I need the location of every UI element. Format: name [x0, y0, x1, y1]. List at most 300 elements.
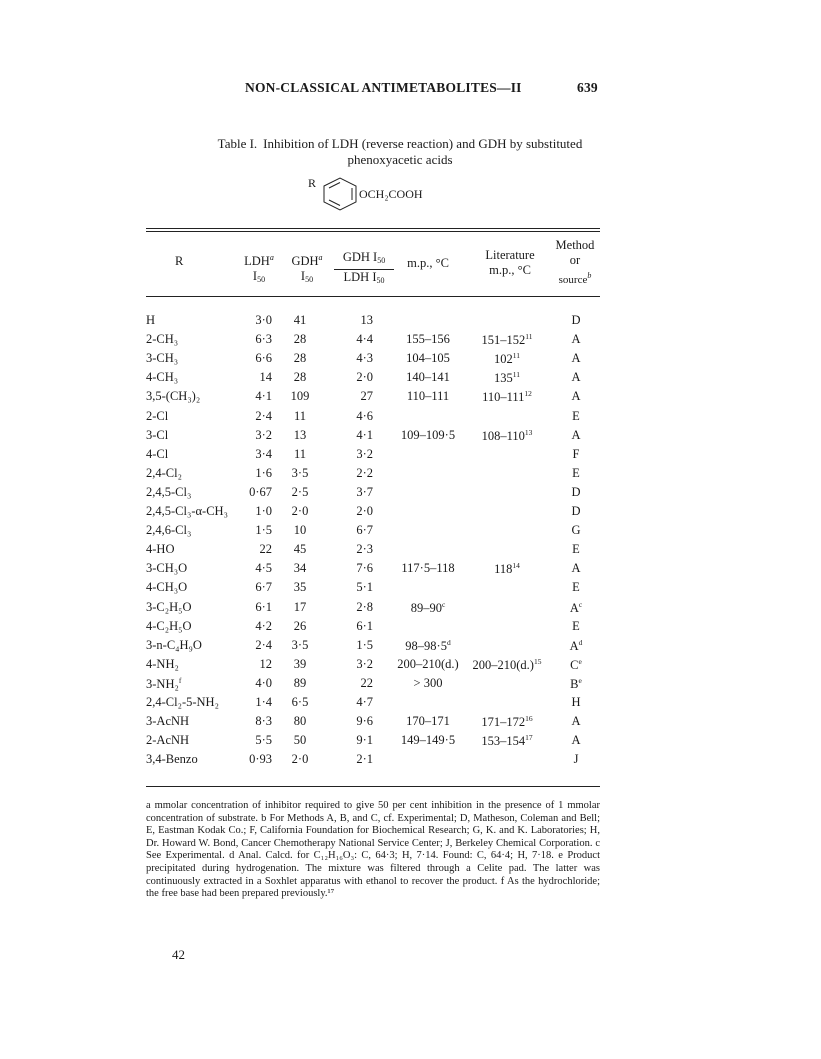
- cell-literature-mp: [462, 561, 552, 577]
- header-gdh-top: GDH: [291, 254, 319, 268]
- cell-substituent-text: 2,4,6-Cl₃: [146, 523, 192, 538]
- structure-substituent-label: R: [308, 176, 317, 190]
- folio-number: 42: [172, 947, 185, 962]
- cell-substituent: [146, 332, 178, 347]
- cell-ldh-i50-text: 0·67: [249, 484, 272, 499]
- cell-ldh-i50: [240, 351, 272, 366]
- header-ratio-denominator: LDH I: [343, 270, 377, 284]
- cell-ratio-text: 6·7: [356, 523, 373, 538]
- table-row: [0, 332, 821, 351]
- cell-mp: [392, 714, 464, 729]
- cell-ldh-i50-text: 22: [259, 542, 272, 557]
- cell-ratio-text: 5·1: [356, 580, 373, 595]
- cell-ldh-i50: [240, 752, 272, 767]
- cell-method-source: [558, 714, 594, 729]
- cell-literature-mp: [462, 714, 552, 730]
- cell-ldh-i50-text: 4·1: [255, 389, 272, 404]
- cell-ldh-i50-text: 14: [259, 370, 272, 385]
- cell-mp-text: 98–98·5: [405, 638, 447, 653]
- cell-gdh-i50-text: 10: [293, 523, 307, 538]
- cell-substituent: [146, 389, 200, 404]
- cell-gdh-i50: [282, 523, 318, 538]
- cell-literature-mp: [462, 428, 552, 444]
- cell-substituent: [146, 619, 192, 634]
- table-top-rule: [146, 228, 600, 229]
- cell-ldh-i50-text: 1·6: [255, 465, 272, 480]
- cell-mp-text: > 300: [413, 675, 443, 690]
- cell-gdh-i50: [282, 714, 318, 729]
- cell-ldh-i50-text: 1·4: [255, 695, 272, 709]
- structure-side-chain-label: OCH₂COOH: [359, 187, 423, 201]
- cell-literature-mp: [462, 657, 552, 673]
- cell-ratio-text: 2·2: [356, 465, 373, 480]
- table-row: [0, 466, 821, 485]
- cell-mp: [392, 638, 464, 654]
- cell-substituent: [146, 752, 198, 767]
- cell-substituent-text: 4-CH₃O: [146, 580, 188, 595]
- cell-substituent-text: 3,5-(CH₃)₂: [146, 389, 201, 404]
- cell-gdh-i50: [282, 600, 318, 615]
- cell-ratio: [333, 313, 373, 328]
- cell-ldh-i50: [240, 619, 272, 634]
- cell-method-source: [558, 600, 594, 616]
- cell-method-source-text: F: [572, 446, 580, 461]
- footnote-mark: f: [178, 675, 182, 685]
- cell-method-source-text: A: [571, 714, 581, 729]
- cell-ldh-i50: [240, 542, 272, 557]
- cell-substituent-text: 3-C₂H₅O: [146, 599, 192, 614]
- cell-mp: [392, 428, 464, 443]
- table-row: [0, 523, 821, 542]
- cell-method-source-text: A: [571, 561, 581, 576]
- cell-method-source-text: A: [569, 600, 579, 615]
- cell-mp-text: 140–141: [406, 370, 450, 385]
- cell-gdh-i50: [282, 695, 318, 710]
- cell-mp: [392, 733, 464, 748]
- cell-literature-mp-text: 153–154: [481, 734, 526, 749]
- header-method: [548, 238, 602, 288]
- cell-ldh-i50-text: 5·5: [255, 733, 272, 748]
- cell-literature-mp: [462, 332, 552, 348]
- cell-gdh-i50: [282, 447, 318, 462]
- cell-substituent: [146, 733, 189, 748]
- cell-ldh-i50-text: 1·5: [255, 523, 272, 538]
- cell-method-source: [558, 389, 594, 404]
- cell-ratio-text: 4·6: [356, 408, 373, 423]
- table-row: [0, 714, 821, 733]
- cell-gdh-i50: [282, 657, 318, 672]
- cell-method-source: [558, 695, 594, 710]
- table-row: [0, 580, 821, 599]
- cell-literature-mp: [462, 389, 552, 405]
- cell-method-source-text: G: [571, 523, 581, 538]
- cell-ratio-text: 3·7: [356, 484, 373, 499]
- footnote-mark: 16: [525, 714, 533, 724]
- cell-ldh-i50-text: 6·6: [255, 351, 272, 366]
- cell-ldh-i50: [240, 600, 272, 615]
- cell-ldh-i50: [240, 313, 272, 328]
- footnote-mark: d: [446, 637, 451, 647]
- cell-gdh-i50: [282, 332, 318, 347]
- cell-mp: [392, 657, 464, 672]
- cell-mp-text: 110–111: [406, 389, 450, 404]
- table-row: [0, 313, 821, 332]
- cell-ldh-i50: [240, 504, 272, 519]
- cell-method-source: [558, 561, 594, 576]
- cell-method-source-text: E: [572, 580, 580, 595]
- cell-ratio: [333, 447, 373, 462]
- cell-method-source-text: A: [571, 351, 581, 366]
- cell-method-source-text: J: [573, 752, 579, 767]
- cell-ratio: [333, 600, 373, 615]
- cell-ratio-text: 2·3: [356, 542, 373, 557]
- cell-gdh-i50-text: 6·5: [291, 695, 309, 709]
- footnote-mark: 14: [512, 561, 520, 571]
- cell-substituent-text: 4-HO: [146, 542, 175, 557]
- cell-method-source: [558, 351, 594, 366]
- cell-substituent-text: 4-NH₂: [146, 656, 179, 671]
- cell-substituent-text: 3-n-C₄H₉O: [146, 637, 202, 652]
- cell-gdh-i50-text: 34: [293, 561, 307, 576]
- cell-mp-text: 89–90: [410, 600, 442, 615]
- cell-gdh-i50-text: 2·0: [291, 504, 309, 518]
- footnote-b: b For Methods A, B, and C, cf. Experimental; D, Matheson, Coleman and Bell; E, Eastman Kodak Co.; F, California Foundation for Biochemical Research; G, K. and K. Laboratories; H, Dr. Howard W. Bond, Cancer Chemotherapy National Service Center; J, Berkeley Chemical Corporation.: [146, 812, 601, 849]
- table-bottom-rule: [146, 786, 600, 787]
- cell-gdh-i50: [282, 485, 318, 500]
- cell-gdh-i50: [282, 428, 318, 443]
- cell-method-source-text: H: [571, 695, 581, 709]
- cell-ldh-i50-text: 2·4: [255, 408, 272, 423]
- header-gdh: [285, 250, 329, 287]
- footnote-mark: 11: [512, 370, 520, 380]
- table-row: [0, 600, 821, 619]
- cell-method-source-text: C: [570, 657, 579, 672]
- table-header-rule: [146, 296, 600, 297]
- cell-method-source: [558, 523, 594, 538]
- phenoxyacetic-acid-structure: [300, 172, 500, 218]
- cell-mp-text: 117·5–118: [401, 561, 455, 576]
- cell-substituent: [146, 447, 168, 462]
- table-row: [0, 428, 821, 447]
- cell-gdh-i50-text: 2·0: [291, 752, 309, 767]
- cell-mp-text: 170–171: [406, 714, 450, 729]
- table-footnotes: [146, 800, 600, 901]
- footnote-mark: 15: [533, 656, 542, 666]
- table-caption: [150, 136, 650, 168]
- cell-substituent: [146, 428, 168, 443]
- cell-substituent: [146, 561, 187, 576]
- cell-ldh-i50-text: 6·3: [255, 332, 272, 347]
- cell-method-source-text: A: [571, 332, 581, 347]
- cell-ratio-text: 2·0: [356, 370, 373, 385]
- cell-ratio-text: 4·7: [356, 695, 373, 709]
- header-method-line3: source: [558, 274, 588, 286]
- running-head-title: NON-CLASSICAL ANTIMETABOLITES—II: [245, 80, 522, 95]
- cell-gdh-i50: [282, 619, 318, 634]
- cell-gdh-i50: [282, 389, 318, 404]
- cell-method-source-text: D: [571, 313, 581, 327]
- table-row: [0, 485, 821, 504]
- cell-ldh-i50-text: 3·0: [255, 313, 272, 327]
- cell-gdh-i50-text: 39: [293, 656, 307, 671]
- cell-substituent: [146, 351, 178, 366]
- cell-ratio-text: 2·0: [356, 504, 373, 518]
- cell-ratio-text: 7·6: [356, 561, 373, 576]
- cell-method-source: [558, 466, 594, 481]
- cell-ratio: [333, 580, 373, 595]
- footnote-mark: c: [441, 599, 446, 609]
- cell-method-source-text: D: [571, 484, 581, 499]
- table-row: [0, 351, 821, 370]
- cell-method-source: [558, 504, 594, 519]
- cell-gdh-i50-text: 35: [293, 580, 307, 595]
- subscript: 50: [305, 275, 314, 284]
- footnote-mark: 13: [524, 427, 533, 437]
- cell-literature-mp-text: 200–210(d.): [472, 657, 534, 672]
- cell-method-source: [558, 619, 594, 634]
- cell-mp: [392, 561, 464, 576]
- cell-substituent: [146, 313, 155, 328]
- footnote-mark: 12: [524, 389, 532, 399]
- caption-line-2: phenoxyacetic acids: [347, 152, 453, 167]
- cell-substituent-text: 4-CH₃: [146, 370, 179, 385]
- cell-method-source-text: A: [571, 427, 581, 442]
- cell-method-source: [558, 638, 594, 654]
- cell-literature-mp-text: 135: [494, 371, 513, 386]
- footnote-mark: a: [318, 253, 323, 262]
- table-row: [0, 561, 821, 580]
- cell-method-source: [558, 313, 594, 328]
- cell-ratio: [333, 714, 373, 729]
- cell-ratio: [333, 523, 373, 538]
- cell-ldh-i50: [240, 370, 272, 385]
- header-ldh-top: LDH: [244, 254, 270, 268]
- header-mp: m.p., °C: [407, 256, 449, 270]
- cell-mp: [392, 600, 464, 616]
- header-r: R: [175, 254, 184, 268]
- table-row: [0, 619, 821, 638]
- cell-ratio-text: 27: [360, 389, 373, 404]
- cell-method-source-text: E: [572, 542, 580, 557]
- cell-gdh-i50: [282, 313, 318, 328]
- cell-ldh-i50: [240, 657, 272, 672]
- footnote-mark: b: [587, 271, 592, 280]
- cell-substituent-text: 3-CH₃: [146, 351, 179, 366]
- cell-gdh-i50-text: 3·5: [291, 637, 309, 652]
- cell-ldh-i50-text: 1·0: [255, 504, 272, 518]
- cell-ratio: [333, 351, 373, 366]
- cell-ratio: [333, 695, 373, 710]
- cell-substituent: [146, 695, 219, 710]
- cell-ratio-text: 3·2: [356, 656, 373, 671]
- cell-ratio-text: 4·1: [356, 427, 373, 442]
- cell-substituent-text: 3-NH₂: [146, 676, 179, 691]
- cell-gdh-i50: [282, 542, 318, 557]
- cell-method-source: [558, 409, 594, 424]
- cell-ratio: [333, 542, 373, 557]
- cell-mp-text: 155–156: [406, 332, 450, 347]
- cell-ldh-i50-text: 3·4: [255, 446, 272, 461]
- cell-gdh-i50: [282, 638, 318, 653]
- cell-method-source: [558, 485, 594, 500]
- cell-substituent: [146, 504, 228, 519]
- cell-method-source-text: E: [572, 618, 580, 633]
- cell-method-source: [558, 657, 594, 673]
- cell-gdh-i50: [282, 561, 318, 576]
- cell-ldh-i50: [240, 676, 272, 691]
- cell-ratio: [333, 657, 373, 672]
- cell-ldh-i50-text: 3·2: [255, 427, 272, 442]
- cell-ratio-text: 4·4: [356, 332, 373, 347]
- cell-method-source-text: A: [571, 389, 581, 404]
- cell-gdh-i50: [282, 351, 318, 366]
- subscript: 50: [376, 276, 385, 285]
- footnote-c: c See Experimental.: [146, 837, 601, 862]
- cell-literature-mp-text: 110–111: [482, 390, 525, 405]
- cell-gdh-i50: [282, 676, 318, 691]
- cell-gdh-i50: [282, 466, 318, 481]
- header-literature-line2: m.p., °C: [489, 263, 531, 277]
- cell-ldh-i50: [240, 409, 272, 424]
- cell-gdh-i50-text: 11: [293, 408, 307, 423]
- cell-method-source-text: D: [571, 504, 581, 518]
- cell-gdh-i50-text: 2·5: [291, 484, 309, 499]
- cell-mp-text: 109–109·5: [400, 427, 456, 442]
- cell-ldh-i50-text: 4·2: [255, 618, 272, 633]
- cell-mp: [392, 676, 464, 691]
- cell-gdh-i50-text: 80: [293, 714, 307, 729]
- cell-ratio: [333, 409, 373, 424]
- cell-ldh-i50-text: 4·0: [255, 675, 272, 690]
- cell-ldh-i50-text: 8·3: [255, 714, 272, 729]
- cell-method-source: [558, 332, 594, 347]
- cell-substituent-text: 2,4-Cl₂-5-NH₂: [146, 695, 219, 709]
- cell-substituent-text: 2,4,5-Cl₃: [146, 484, 192, 499]
- cell-literature-mp-text: 108–110: [481, 428, 525, 443]
- cell-method-source-text: A: [569, 638, 579, 653]
- cell-mp: [392, 351, 464, 366]
- header-ratio: [334, 250, 394, 288]
- cell-substituent-text: 2,4-Cl₂: [146, 465, 182, 480]
- cell-ratio: [333, 370, 373, 385]
- cell-mp: [392, 332, 464, 347]
- footnote-mark: 11: [525, 332, 533, 342]
- cell-ldh-i50: [240, 332, 272, 347]
- subscript: 50: [377, 256, 386, 265]
- cell-ratio-text: 3·2: [356, 446, 373, 461]
- caption-line-1: Inhibition of LDH (reverse reaction) and GDH by substituted: [263, 136, 583, 151]
- cell-ldh-i50: [240, 485, 272, 500]
- table-row: [0, 752, 821, 771]
- cell-method-source-text: E: [572, 465, 580, 480]
- table-row: [0, 542, 821, 561]
- footnote-mark: e: [578, 675, 582, 685]
- table-row: [0, 389, 821, 408]
- footnote-a: a mmolar concentration of inhibitor required to give 50 per cent inhibition in the presence of 1 mmolar concentration of substrate.: [146, 800, 600, 824]
- cell-substituent: [146, 676, 181, 692]
- cell-mp-text: 200–210(d.): [397, 656, 459, 671]
- table-row: [0, 676, 821, 695]
- cell-ratio-text: 9·1: [356, 733, 373, 748]
- cell-ldh-i50: [240, 523, 272, 538]
- cell-substituent: [146, 638, 202, 653]
- footnote-mark: d: [578, 637, 583, 647]
- cell-gdh-i50-text: 28: [293, 351, 307, 366]
- cell-mp-text: 149–149·5: [400, 733, 456, 748]
- cell-gdh-i50-text: 13: [293, 427, 307, 442]
- cell-gdh-i50-text: 3·5: [291, 465, 309, 480]
- cell-substituent-text: 2-AcNH: [146, 733, 190, 748]
- cell-ratio: [333, 466, 373, 481]
- cell-ratio-text: 22: [360, 675, 373, 690]
- cell-ratio: [333, 752, 373, 767]
- cell-substituent-text: 4-Cl: [146, 446, 169, 461]
- cell-method-source-text: A: [571, 733, 581, 748]
- cell-ratio: [333, 428, 373, 443]
- cell-ratio: [333, 676, 373, 691]
- header-ratio-numerator: GDH I: [342, 250, 378, 264]
- cell-gdh-i50-text: 28: [293, 370, 307, 385]
- ring-inner-bond: [329, 183, 340, 189]
- cell-literature-mp: [462, 351, 552, 367]
- cell-ldh-i50-text: 6·7: [255, 580, 272, 595]
- table-row: [0, 409, 821, 428]
- cell-mp-text: 104–105: [406, 351, 450, 366]
- cell-ldh-i50: [240, 580, 272, 595]
- cell-ldh-i50: [240, 733, 272, 748]
- table-row: [0, 504, 821, 523]
- cell-substituent: [146, 466, 182, 481]
- cell-ldh-i50: [240, 466, 272, 481]
- cell-substituent-text: 4-C₂H₅O: [146, 618, 192, 633]
- footnote-mark: e: [578, 656, 582, 666]
- cell-method-source-text: A: [571, 370, 581, 385]
- header-gdh-bottom: I: [300, 269, 306, 283]
- cell-ldh-i50: [240, 638, 272, 653]
- cell-substituent: [146, 542, 174, 557]
- cell-ldh-i50: [240, 389, 272, 404]
- header-method-line2: or: [569, 253, 581, 267]
- cell-gdh-i50-text: 17: [293, 599, 307, 614]
- cell-gdh-i50-text: 28: [293, 332, 307, 347]
- subscript: 50: [257, 275, 266, 284]
- cell-gdh-i50-text: 109: [290, 389, 310, 404]
- footnote-mark: a: [269, 253, 274, 262]
- cell-ldh-i50-text: 6·1: [255, 599, 272, 614]
- cell-ratio: [333, 619, 373, 634]
- cell-gdh-i50-text: 41: [293, 313, 307, 327]
- cell-literature-mp-text: 171–172: [481, 715, 526, 730]
- cell-mp: [392, 389, 464, 404]
- cell-gdh-i50-text: 26: [293, 618, 307, 633]
- cell-substituent: [146, 485, 191, 500]
- running-head-page-number: 639: [577, 80, 598, 95]
- cell-method-source: [558, 447, 594, 462]
- table-label: Table I.: [217, 136, 258, 151]
- footnote-mark: 11: [512, 351, 520, 361]
- cell-literature-mp-text: 102: [494, 352, 513, 367]
- cell-gdh-i50: [282, 752, 318, 767]
- cell-ldh-i50: [240, 695, 272, 710]
- cell-ratio: [333, 638, 373, 653]
- cell-ldh-i50: [240, 561, 272, 576]
- cell-ratio: [333, 389, 373, 404]
- cell-method-source-text: E: [572, 408, 580, 423]
- cell-substituent-text: 2-Cl: [146, 408, 169, 423]
- cell-substituent: [146, 714, 189, 729]
- cell-substituent: [146, 580, 187, 595]
- cell-substituent-text: 3,4-Benzo: [146, 752, 198, 767]
